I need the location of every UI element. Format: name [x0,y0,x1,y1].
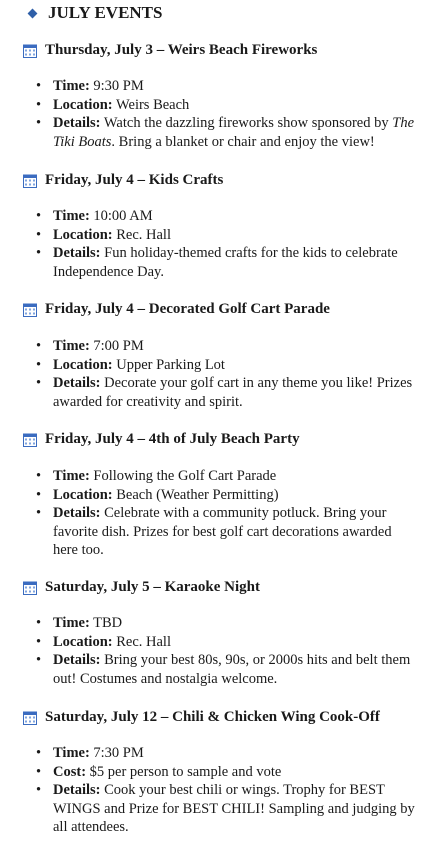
list-item: • Time: 9:30 PM [0,77,442,96]
list-item: • Location: Upper Parking Lot [0,356,442,375]
event-details-list [0,744,442,837]
event-title: Friday, July 4 – Kids Crafts [23,172,223,189]
event-details-list [0,467,442,560]
event-title: Friday, July 4 – 4th of July Beach Party [23,431,300,448]
event-title: Thursday, July 3 – Weirs Beach Fireworks [23,42,317,59]
list-item: • Time: 7:00 PM [0,337,442,356]
list-item: • Details: Fun holiday-themed crafts for the kids to celebrate Independence Day. [0,244,442,281]
calendar-icon [23,711,37,725]
calendar-icon [23,303,37,317]
list-item: • Time: 7:30 PM [0,744,442,763]
list-item: • Time: TBD [0,614,442,633]
list-item: • Time: Following the Golf Cart Parade [0,467,442,486]
calendar-icon [23,174,37,188]
event-details-list [0,337,442,411]
list-item: • Location: Rec. Hall [0,226,442,245]
list-item: • Location: Rec. Hall [0,633,442,652]
event-title: Saturday, July 12 – Chili & Chicken Wing Cook-Off [23,709,380,726]
event-details-list [0,614,442,688]
calendar-icon [23,433,37,447]
event-details-list [0,77,442,151]
list-item: • Location: Beach (Weather Permitting) [0,486,442,505]
section-heading-text: JULY EVENTS [48,3,163,22]
calendar-icon [23,581,37,595]
calendar-icon [23,44,37,58]
diamond-bullet-icon [28,8,38,18]
list-item: • Time: 10:00 AM [0,207,442,226]
list-item: • Details: Bring your best 80s, 90s, or 2000s hits and belt them out! Costumes and nostalgia welcome. [0,651,442,688]
list-item: • Cost: $5 per person to sample and vote [0,763,442,782]
event-title: Saturday, July 5 – Karaoke Night [23,579,260,596]
list-item: • Details: Cook your best chili or wings. Trophy for BEST WINGS and Prize for BEST CHILI! Sampling and judging by all attendees. [0,781,442,837]
event-title: Friday, July 4 – Decorated Golf Cart Parade [23,301,330,318]
list-item: • Details: Watch the dazzling fireworks show sponsored by The Tiki Boats. Bring a blanket or chair and enjoy the view! [0,114,442,151]
list-item: • Details: Decorate your golf cart in any theme you like! Prizes awarded for creativity and spirit. [0,374,442,411]
event-details-list [0,207,442,281]
list-item: • Location: Weirs Beach [0,96,442,115]
list-item: • Details: Celebrate with a community potluck. Bring your favorite dish. Prizes for best golf cart decorations awarded here too. [0,504,442,560]
section-heading [27,3,162,23]
